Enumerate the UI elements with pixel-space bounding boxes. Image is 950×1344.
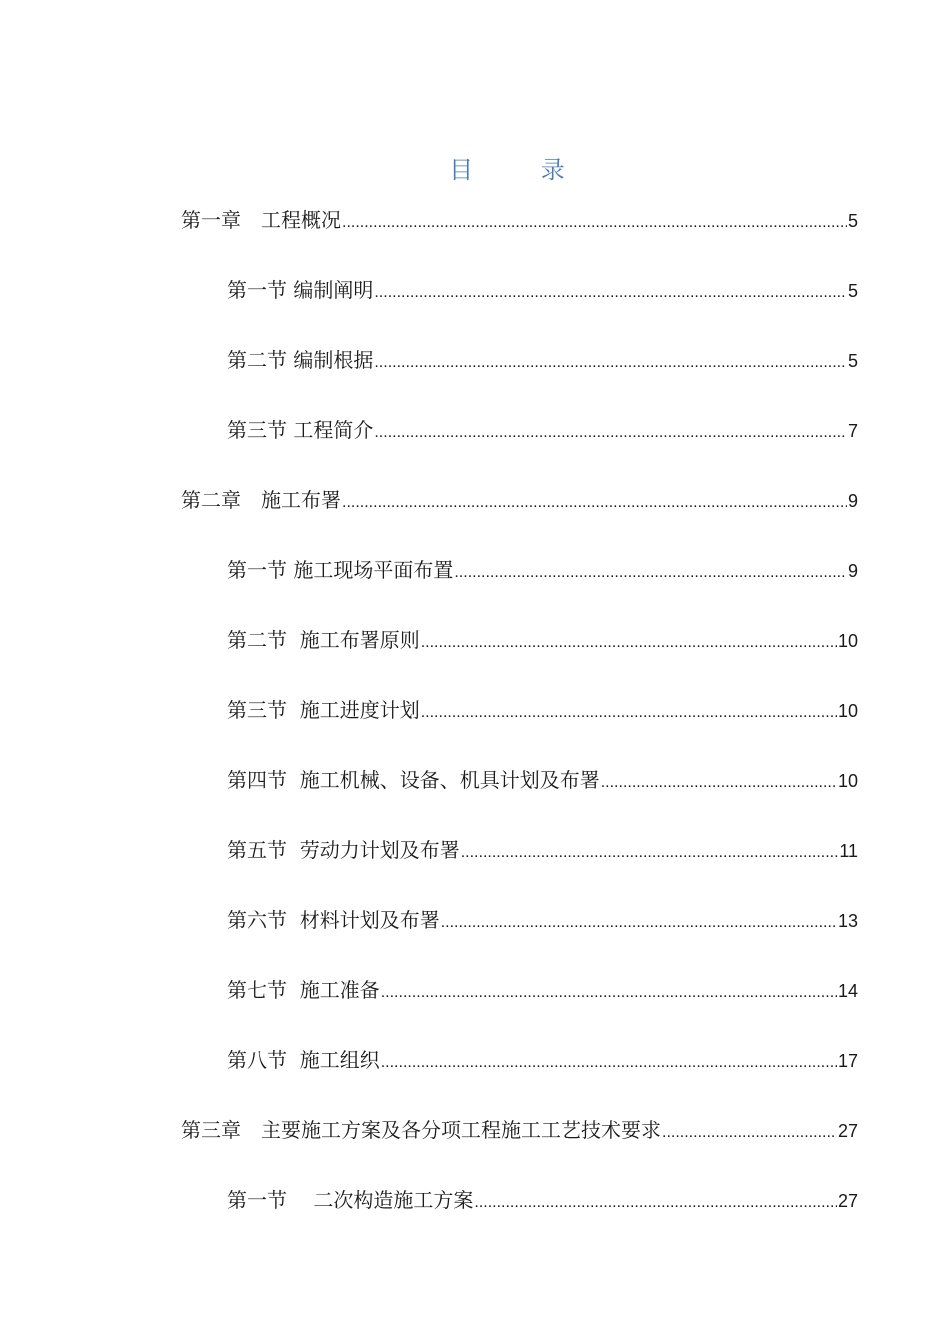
entry-number: 第三章	[181, 1118, 241, 1142]
page-number: 10	[837, 771, 858, 791]
entry-number: 第二章	[181, 488, 241, 512]
dot-leader	[342, 488, 847, 518]
entry-number: 第一章	[181, 208, 241, 232]
page-number: 10	[837, 631, 858, 651]
entry-number: 第一节	[227, 278, 287, 302]
entry-title: 劳动力计划及布署	[299, 838, 460, 862]
entry-number: 第二节	[227, 348, 287, 372]
dot-leader	[421, 628, 837, 658]
page-number: 7	[847, 421, 858, 441]
entry-title: 工程概况	[261, 208, 341, 232]
toc-entry-section[interactable]	[227, 1185, 858, 1215]
page-number: 5	[847, 281, 858, 301]
toc-entry-section[interactable]	[227, 275, 858, 305]
entry-number: 第四节	[227, 768, 287, 792]
toc-title: 目 录	[449, 156, 595, 184]
dot-leader	[601, 768, 837, 798]
entry-title: 编制根据	[293, 348, 374, 372]
entry-title: 施工机械、设备、机具计划及布署	[299, 768, 600, 792]
entry-number: 第三节	[227, 698, 287, 722]
entry-number: 第一节	[227, 1188, 287, 1212]
entry-title: 二次构造施工方案	[313, 1188, 474, 1212]
dot-leader	[342, 208, 847, 238]
toc-entry-section[interactable]	[227, 695, 858, 725]
entry-title: 施工布署原则	[299, 628, 420, 652]
toc-entry-section[interactable]	[227, 1045, 858, 1075]
page-number: 9	[847, 491, 858, 511]
dot-leader	[381, 978, 837, 1008]
entry-title: 工程简介	[293, 418, 374, 442]
page-number: 9	[847, 561, 858, 581]
page-number: 27	[837, 1191, 858, 1211]
page-number: 10	[837, 701, 858, 721]
entry-number: 第八节	[227, 1048, 287, 1072]
toc-entry-chapter[interactable]	[181, 485, 858, 515]
entry-number: 第七节	[227, 978, 287, 1002]
entry-number: 第六节	[227, 908, 287, 932]
entry-title: 编制阐明	[293, 278, 374, 302]
entry-title: 施工现场平面布置	[293, 558, 454, 582]
dot-leader	[441, 908, 837, 938]
dot-leader	[374, 348, 847, 378]
toc-entry-section[interactable]	[227, 555, 858, 585]
page-number: 13	[837, 911, 858, 931]
toc-entry-section[interactable]	[227, 905, 858, 935]
entry-title: 施工进度计划	[299, 698, 420, 722]
entry-title: 主要施工方案及各分项工程施工工艺技术要求	[261, 1118, 661, 1142]
toc-entry-section[interactable]	[227, 345, 858, 375]
dot-leader	[662, 1118, 837, 1148]
dot-leader	[454, 558, 847, 588]
page-number: 27	[837, 1121, 858, 1141]
page-number: 5	[847, 351, 858, 371]
page-number: 14	[837, 981, 858, 1001]
entry-number: 第二节	[227, 628, 287, 652]
page-number: 17	[837, 1051, 858, 1071]
entry-title: 材料计划及布署	[299, 908, 440, 932]
toc-entry-section[interactable]	[227, 625, 858, 655]
page-number: 11	[839, 841, 858, 861]
toc-entry-section[interactable]	[227, 835, 858, 865]
entry-number: 第一节	[227, 558, 287, 582]
toc-entry-section[interactable]	[227, 975, 858, 1005]
toc-entry-chapter[interactable]	[181, 1115, 858, 1145]
entry-title: 施工准备	[299, 978, 380, 1002]
entry-title: 施工组织	[299, 1048, 380, 1072]
entry-number: 第三节	[227, 418, 287, 442]
entry-title: 施工布署	[261, 488, 341, 512]
entry-number: 第五节	[227, 838, 287, 862]
toc-entry-section[interactable]	[227, 415, 858, 445]
dot-leader	[474, 1188, 837, 1218]
toc-entry-section[interactable]	[227, 765, 858, 795]
dot-leader	[421, 698, 837, 728]
dot-leader	[381, 1048, 837, 1078]
page-number: 5	[847, 211, 858, 231]
dot-leader	[374, 278, 847, 308]
toc-entry-chapter[interactable]	[181, 205, 858, 235]
dot-leader	[461, 838, 839, 868]
dot-leader	[374, 418, 847, 448]
